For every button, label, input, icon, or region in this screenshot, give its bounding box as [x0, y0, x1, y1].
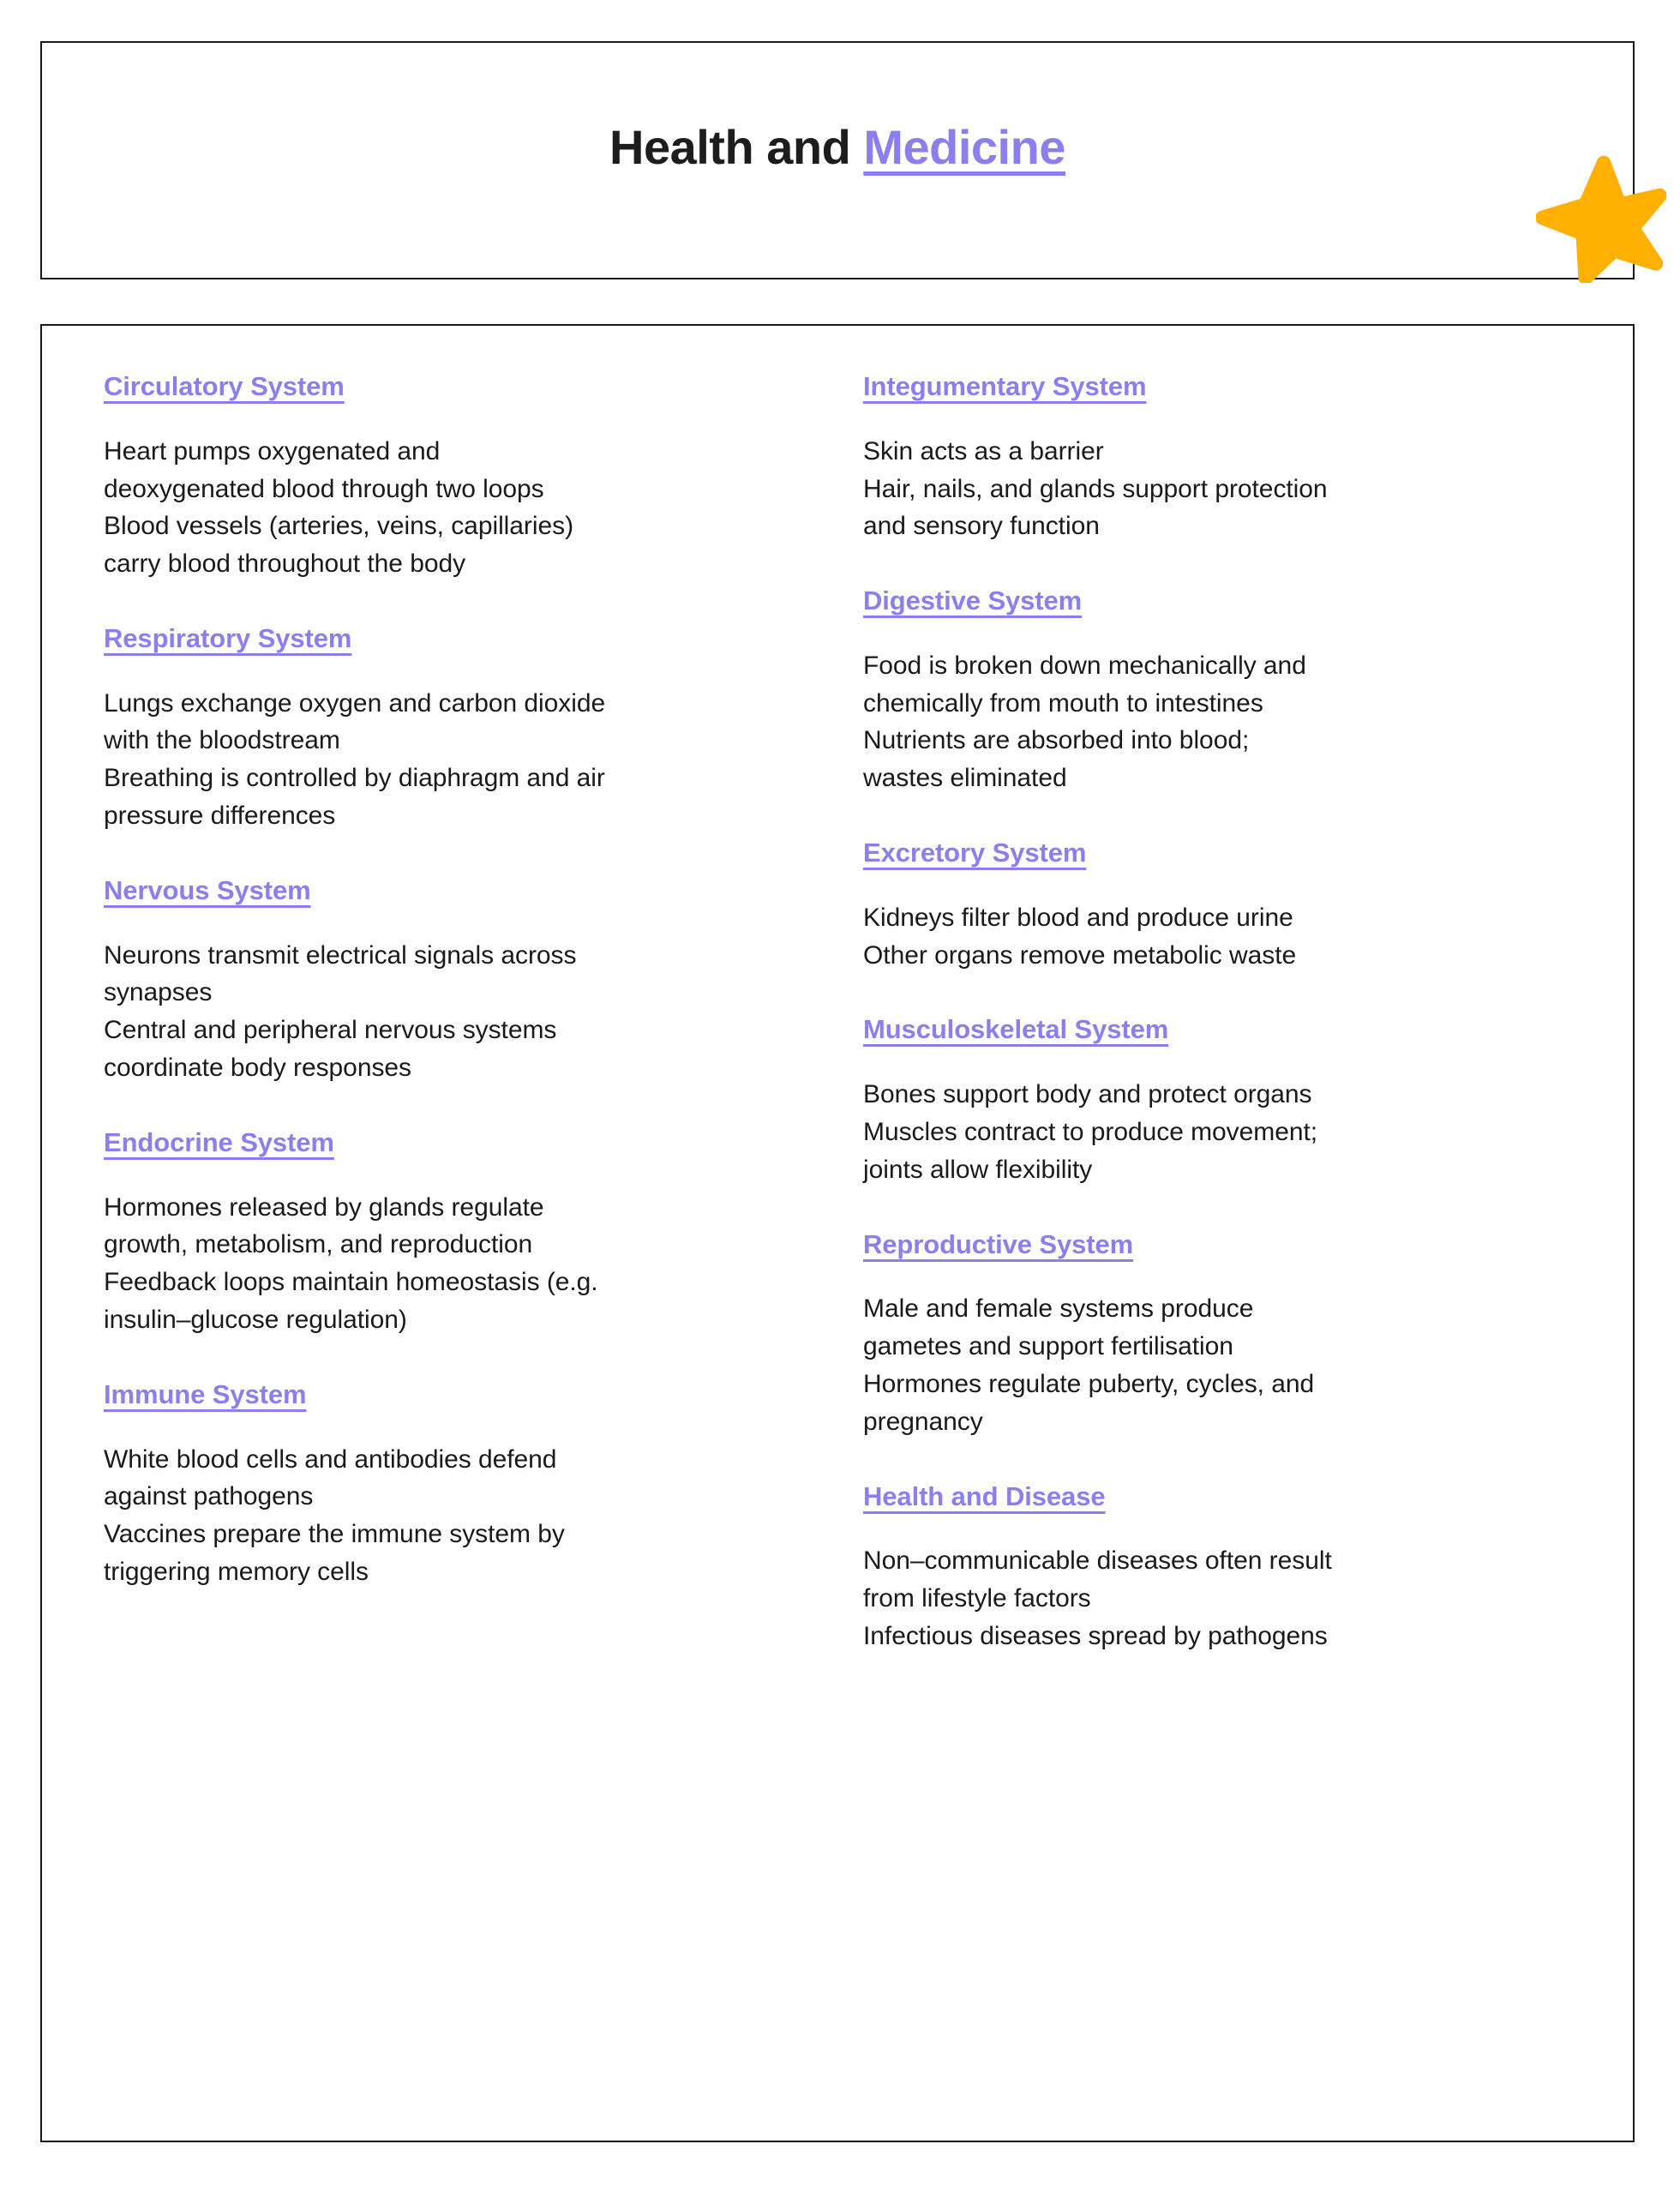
section-body: [863, 1542, 1566, 1655]
body-line: against pathogens: [104, 1482, 314, 1511]
section-body: [863, 647, 1566, 797]
body-line: Central and peripheral nervous systems: [104, 1016, 557, 1045]
content-section: [104, 370, 807, 583]
content-section: [863, 1480, 1566, 1655]
body-line: Hair, nails, and glands support protection: [863, 474, 1328, 503]
body-line: with the bloodstream: [104, 726, 340, 755]
body-line: joints allow flexibility: [863, 1155, 1093, 1184]
section-body: [104, 1189, 807, 1339]
section-heading[interactable]: Circulatory System: [104, 371, 345, 401]
body-line: wastes eliminated: [863, 764, 1067, 793]
section-heading[interactable]: Excretory System: [863, 838, 1087, 868]
section-heading[interactable]: Health and Disease: [863, 1480, 1106, 1511]
section-body: [104, 685, 807, 835]
section-body: [863, 1076, 1566, 1188]
body-line: pressure differences: [104, 802, 336, 831]
content-section: [863, 585, 1566, 797]
body-line: Breathing is controlled by diaphragm and air: [104, 764, 605, 793]
body-line: triggering memory cells: [104, 1557, 369, 1586]
body-line: Nutrients are absorbed into blood;: [863, 726, 1250, 755]
section-body: [863, 899, 1566, 975]
body-line: synapses: [104, 978, 213, 1007]
body-line: Bones support body and protect organs: [863, 1080, 1312, 1109]
content-box: [40, 324, 1635, 2142]
page-title-plain: Health and: [609, 120, 864, 174]
left-column: [104, 370, 807, 2106]
body-line: gametes and support fertilisation: [863, 1332, 1233, 1361]
section-body: [863, 1290, 1566, 1440]
body-line: Muscles contract to produce movement;: [863, 1117, 1318, 1146]
two-column-layout: [42, 326, 1633, 2141]
body-line: pregnancy: [863, 1407, 983, 1436]
body-line: chemically from mouth to intestines: [863, 688, 1263, 718]
content-section: [104, 874, 807, 1087]
section-heading[interactable]: Endocrine System: [104, 1126, 334, 1157]
body-line: Vaccines prepare the immune system by: [104, 1520, 565, 1549]
section-body: [104, 937, 807, 1087]
body-line: Kidneys filter blood and produce urine: [863, 903, 1293, 932]
content-section: [104, 622, 807, 835]
section-heading[interactable]: Nervous System: [104, 874, 311, 905]
section-body: [104, 1441, 807, 1591]
body-line: Food is broken down mechanically and: [863, 651, 1306, 680]
body-line: from lifestyle factors: [863, 1584, 1091, 1613]
right-column: [863, 370, 1566, 2106]
content-section: [104, 1378, 807, 1591]
body-line: growth, metabolism, and reproduction: [104, 1230, 533, 1259]
body-line: Feedback loops maintain homeostasis (e.g.: [104, 1268, 598, 1297]
body-line: Infectious diseases spread by pathogens: [863, 1621, 1328, 1650]
body-line: and sensory function: [863, 512, 1100, 541]
body-line: Non–communicable diseases often result: [863, 1546, 1332, 1576]
section-heading[interactable]: Respiratory System: [104, 622, 352, 653]
body-line: Blood vessels (arteries, veins, capillaries): [104, 512, 574, 541]
page-title-accent: Medicine: [863, 120, 1065, 174]
header-box: [40, 41, 1635, 279]
body-line: Male and female systems produce: [863, 1294, 1254, 1324]
page-title: [42, 118, 1633, 176]
body-line: White blood cells and antibodies defend: [104, 1444, 557, 1474]
body-line: Hormones regulate puberty, cycles, and: [863, 1369, 1315, 1398]
section-heading[interactable]: Musculoskeletal System: [863, 1014, 1169, 1045]
section-body: [863, 433, 1566, 545]
content-section: [863, 370, 1566, 545]
section-heading[interactable]: Digestive System: [863, 586, 1083, 616]
body-line: Heart pumps oxygenated and: [104, 436, 441, 465]
body-line: Skin acts as a barrier: [863, 436, 1104, 465]
section-body: [104, 433, 807, 583]
body-line: carry blood throughout the body: [104, 550, 466, 579]
section-heading[interactable]: Integumentary System: [863, 371, 1147, 401]
body-line: coordinate body responses: [104, 1054, 411, 1083]
body-line: deoxygenated blood through two loops: [104, 474, 544, 503]
body-line: Neurons transmit electrical signals across: [104, 940, 577, 970]
body-line: Other organs remove metabolic waste: [863, 940, 1297, 970]
content-section: [863, 1228, 1566, 1441]
section-heading[interactable]: Reproductive System: [863, 1228, 1134, 1259]
body-line: Lungs exchange oxygen and carbon dioxide: [104, 688, 606, 718]
body-line: insulin–glucose regulation): [104, 1305, 407, 1334]
content-section: [104, 1126, 807, 1339]
content-section: [863, 837, 1566, 974]
content-section: [863, 1013, 1566, 1188]
body-line: Hormones released by glands regulate: [104, 1192, 544, 1222]
section-heading[interactable]: Immune System: [104, 1378, 307, 1409]
star-icon: [1536, 153, 1666, 283]
